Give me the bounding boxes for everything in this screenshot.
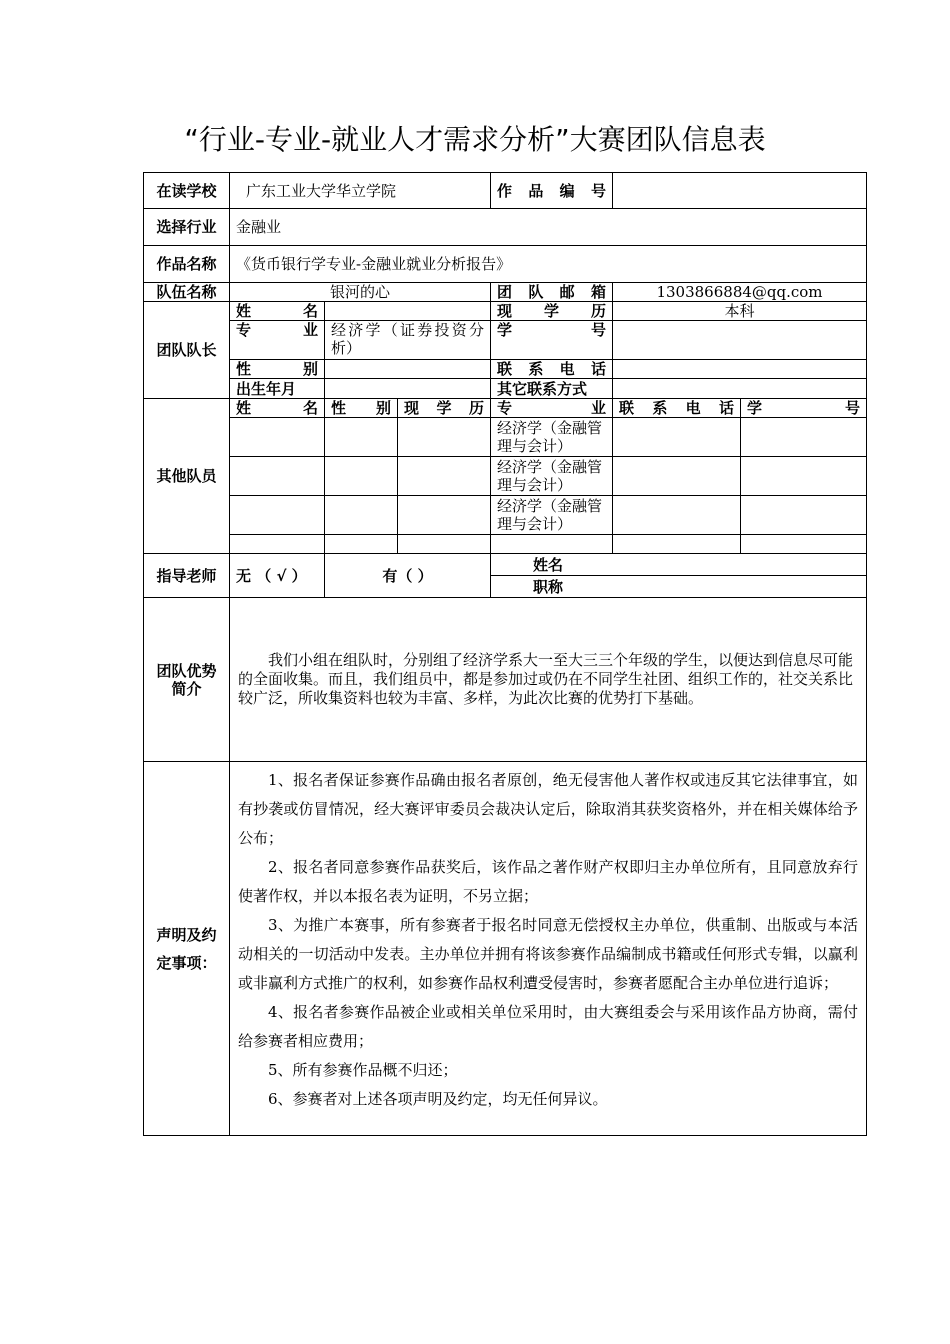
team-email-value[interactable]: 1303866884@qq.com [613,283,867,302]
advisor-name-label: 姓名 [491,554,867,576]
member-edu[interactable] [398,496,491,535]
team-info-form [143,172,867,1136]
declaration-item: 6、参赛者对上述各项声明及约定，均无任何异议。 [268,1090,608,1108]
declaration-content [230,762,867,1136]
member-no[interactable] [741,496,867,535]
member-gender[interactable] [325,496,398,535]
leader-name-label: 姓 名 [230,302,325,321]
member-gender[interactable] [325,535,398,554]
member-major-header: 专 业 [491,399,613,418]
declaration-item: 4、报名者参赛作品被企业或相关单位采用时，由大赛组委会与采用该作品方协商，需付给参赛者相应费用； [238,1003,858,1050]
advantage-label: 团队优势简介 [144,598,230,762]
leader-label: 团队队长 [144,302,230,399]
leader-student-no-label: 学 号 [491,321,613,360]
advisor-yes-option[interactable]: 有（ ） [325,554,491,598]
member-name[interactable] [230,457,325,496]
member-edu[interactable] [398,418,491,457]
member-no-header: 学 号 [741,399,867,418]
member-major[interactable]: 经济学（金融管理与会计） [491,496,613,535]
member-edu[interactable] [398,535,491,554]
table-row [144,457,867,496]
leader-other-contact-value[interactable] [613,379,867,399]
member-no[interactable] [741,418,867,457]
member-no[interactable] [741,535,867,554]
advisor-title-label: 职称 [491,576,867,598]
advantage-text: 我们小组在组队时，分别组了经济学系大一至大三三个年级的学生，以便达到信息尽可能的全面收集。而且，我们组员中，都是参加过或仍在不同学生社团、组织工作的，社交关系比较广泛，所收集资料也较为丰富、多样，为此次比赛的优势打下基础。 [230,598,867,762]
leader-major-value[interactable]: 经济学（证券投资分析） [325,321,491,360]
declaration-item: 2、报名者同意参赛作品获奖后，该作品之著作财产权即归主办单位所有，且同意放弃行使著作权，并以本报名表为证明，不另立据； [238,858,858,905]
member-phone[interactable] [613,535,741,554]
work-name-value[interactable]: 《货币银行学专业-金融业就业分析报告》 [230,246,867,283]
table-row [144,535,867,554]
school-value[interactable]: 广东工业大学华立学院 [230,173,491,209]
member-edu-header: 现 学 历 [398,399,491,418]
declaration-item: 1、报名者保证参赛作品确由报名者原创，绝无侵害他人著作权或违反其它法律事宜，如有抄袭或仿冒情况，经大赛评审委员会裁决认定后，除取消其获奖资格外，并在相关媒体给予公布； [238,771,858,847]
team-name-label: 队伍名称 [144,283,230,302]
leader-edu-label: 现 学 历 [491,302,613,321]
leader-other-contact-label: 其它联系方式 [491,379,613,399]
leader-gender-value[interactable] [325,360,491,379]
work-name-label: 作品名称 [144,246,230,283]
member-major[interactable] [491,535,613,554]
member-name-header: 姓 名 [230,399,325,418]
leader-student-no-value[interactable] [613,321,867,360]
member-gender[interactable] [325,457,398,496]
work-number-label: 作 品 编 号 [491,173,613,209]
team-email-label: 团 队 邮 箱 [491,283,613,302]
member-phone[interactable] [613,457,741,496]
leader-birth-value[interactable] [325,379,491,399]
work-number-value[interactable] [613,173,867,209]
industry-value[interactable]: 金融业 [230,209,867,246]
page-title: “行业-专业-就业人才需求分析”大赛团队信息表 [184,123,766,156]
members-label: 其他队员 [144,399,230,554]
member-gender-header: 性 别 [325,399,398,418]
member-name[interactable] [230,418,325,457]
team-name-value[interactable]: 银河的心 [230,283,491,302]
leader-edu-value[interactable]: 本科 [613,302,867,321]
member-phone[interactable] [613,496,741,535]
leader-major-label: 专 业 [230,321,325,360]
advisor-none-option[interactable]: 无 （ √ ） [230,554,325,598]
advisor-label: 指导老师 [144,554,230,598]
leader-phone-value[interactable] [613,360,867,379]
member-no[interactable] [741,457,867,496]
declaration-item: 3、为推广本赛事，所有参赛者于报名时同意无偿授权主办单位，供重制、出版或与本活动相关的一切活动中发表。主办单位并拥有将该参赛作品编制成书籍或任何形式专辑，以赢利或非赢利方式推广的权利，如参赛作品权利遭受侵害时，参赛者愿配合主办单位进行追诉； [238,916,858,992]
member-major[interactable]: 经济学（金融管理与会计） [491,457,613,496]
member-phone-header: 联 系 电 话 [613,399,741,418]
declaration-label: 声明及约定事项： [144,762,230,1136]
table-row [144,496,867,535]
member-major[interactable]: 经济学（金融管理与会计） [491,418,613,457]
leader-phone-label: 联 系 电 话 [491,360,613,379]
leader-name-value[interactable] [325,302,491,321]
leader-birth-label: 出生年月 [230,379,325,399]
industry-label: 选择行业 [144,209,230,246]
leader-gender-label: 性 别 [230,360,325,379]
table-row [144,418,867,457]
declaration-item: 5、所有参赛作品概不归还； [268,1061,458,1079]
member-gender[interactable] [325,418,398,457]
member-name[interactable] [230,535,325,554]
school-label: 在读学校 [144,173,230,209]
member-edu[interactable] [398,457,491,496]
member-phone[interactable] [613,418,741,457]
member-name[interactable] [230,496,325,535]
